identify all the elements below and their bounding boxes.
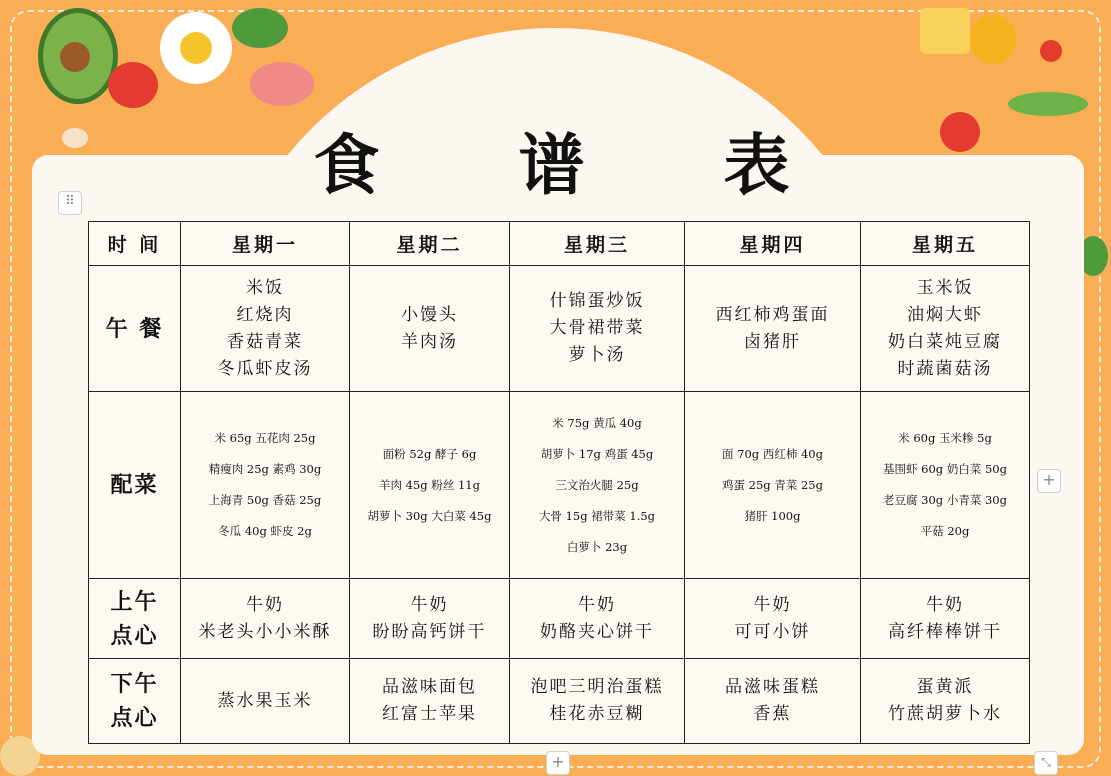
ingredient-line: 老豆腐 30g 小青菜 30g — [883, 493, 1007, 507]
ingredient-line: 白萝卜 23g — [566, 539, 628, 554]
menu-item: 油焖大虾 — [907, 304, 983, 325]
menu-item: 卤猪肝 — [744, 331, 801, 352]
header-tuesday: 星期二 — [350, 222, 510, 266]
title-char-3: 表 — [723, 126, 798, 204]
pepper-decoration — [970, 14, 1016, 64]
table-row-afternoon-snack — [89, 659, 1030, 744]
menu-item: 可可小饼 — [734, 621, 811, 642]
row-label-line: 点心 — [110, 705, 159, 731]
cheese-decoration — [920, 8, 970, 54]
row-label-lunch — [89, 266, 181, 392]
menu-item: 奶白菜炖豆腐 — [888, 331, 1002, 352]
menu-item: 红烧肉 — [236, 304, 294, 325]
row-label-line: 点心 — [110, 622, 159, 649]
menu-item: 香蕉 — [753, 704, 792, 724]
cell-ingredients-friday — [861, 392, 1030, 579]
menu-item: 竹蔗胡萝卜水 — [888, 704, 1002, 724]
header-wednesday: 星期三 — [510, 222, 685, 266]
cell-lunch-thursday — [685, 266, 861, 392]
ingredient-line: 平菇 20g — [920, 524, 970, 538]
ingredient-line: 胡萝卜 17g 鸡蛋 45g — [540, 446, 654, 461]
cell-ingredients-thursday — [685, 392, 861, 579]
cell-afternoon-snack-wednesday — [510, 659, 685, 744]
title-char-1: 食 — [313, 126, 388, 204]
menu-item: 蒸水果玉米 — [217, 690, 313, 711]
table-header-row — [89, 222, 1030, 266]
header-monday: 星期一 — [181, 222, 350, 266]
avocado-pit-decoration — [60, 42, 90, 72]
cell-afternoon-snack-thursday — [685, 659, 861, 744]
cell-lunch-wednesday — [510, 266, 685, 392]
menu-item: 品滋味面包 — [382, 677, 477, 697]
row-label-line: 配菜 — [110, 472, 159, 498]
table-row-ingredients — [89, 392, 1030, 579]
menu-item: 高纤棒棒饼干 — [888, 621, 1002, 642]
cherry-decoration — [1040, 40, 1062, 62]
cell-afternoon-snack-tuesday — [350, 659, 510, 744]
cell-morning-snack-monday — [181, 579, 350, 659]
row-label-morning-snack — [89, 579, 181, 659]
row-label-line: 上午 — [110, 588, 159, 615]
ingredient-line: 三文治火腿 25g — [555, 477, 639, 492]
page-title — [0, 112, 1111, 207]
cell-lunch-monday — [181, 266, 350, 392]
menu-item: 小馒头 — [401, 304, 458, 325]
menu-item: 泡吧三明治蛋糕 — [530, 677, 664, 697]
cell-lunch-tuesday — [350, 266, 510, 392]
ingredient-line: 基围虾 60g 奶白菜 50g — [883, 462, 1007, 476]
menu-table — [88, 221, 1030, 744]
table-row-lunch — [89, 266, 1030, 392]
row-label-afternoon-snack — [89, 659, 181, 744]
menu-item: 牛奶 — [926, 594, 964, 615]
cell-ingredients-tuesday — [350, 392, 510, 579]
ingredient-line: 面 70g 西红柿 40g — [722, 446, 823, 461]
ingredient-line: 面粉 52g 酵子 6g — [382, 446, 477, 461]
menu-item: 牛奶 — [410, 594, 449, 615]
onion-decoration — [250, 62, 314, 106]
row-label-line: 午 餐 — [105, 315, 164, 342]
menu-item: 品滋味蛋糕 — [725, 677, 820, 697]
egg-yolk-decoration — [180, 32, 212, 64]
menu-item: 米饭 — [246, 277, 284, 298]
resize-handle-icon[interactable]: ⤡ — [1034, 751, 1058, 775]
broccoli-decoration — [232, 8, 288, 48]
menu-item: 牛奶 — [753, 594, 792, 615]
ingredient-line: 冬瓜 40g 虾皮 2g — [218, 524, 312, 538]
ingredient-line: 米 60g 玉米糁 5g — [898, 431, 992, 445]
menu-item: 萝卜汤 — [568, 345, 626, 365]
add-column-button[interactable]: + — [1037, 469, 1061, 493]
table-row-morning-snack — [89, 579, 1030, 659]
cell-ingredients-wednesday — [510, 392, 685, 579]
menu-item: 盼盼高钙饼干 — [372, 621, 487, 642]
cell-afternoon-snack-friday — [861, 659, 1030, 744]
menu-item: 时蔬菌菇汤 — [897, 358, 993, 379]
cell-afternoon-snack-monday — [181, 659, 350, 744]
menu-item: 蛋黄派 — [916, 677, 974, 697]
row-label-ingredients — [89, 392, 181, 579]
menu-item: 牛奶 — [246, 594, 284, 615]
row-label-line: 下午 — [110, 671, 159, 697]
menu-item: 香菇青菜 — [227, 331, 303, 352]
cell-morning-snack-wednesday — [510, 579, 685, 659]
menu-item: 米老头小小米酥 — [198, 621, 332, 642]
menu-item: 奶酪夹心饼干 — [540, 621, 654, 642]
ingredient-line: 羊肉 45g 粉丝 11g — [379, 477, 480, 492]
ingredient-line: 米 75g 黄瓜 40g — [552, 415, 642, 430]
title-char-2: 谱 — [518, 126, 593, 204]
menu-item: 冬瓜虾皮汤 — [217, 358, 313, 379]
ingredient-line: 猪肝 100g — [744, 508, 801, 523]
menu-item: 玉米饭 — [916, 277, 974, 298]
ingredient-line: 米 65g 五花肉 25g — [214, 431, 316, 445]
menu-item: 红富士苹果 — [382, 704, 477, 724]
cell-ingredients-monday — [181, 392, 350, 579]
cell-morning-snack-thursday — [685, 579, 861, 659]
header-friday: 星期五 — [861, 222, 1030, 266]
menu-item: 什锦蛋炒饭 — [549, 291, 645, 311]
ingredient-line: 胡萝卜 30g 大白菜 45g — [367, 508, 492, 523]
menu-item: 桂花赤豆糊 — [549, 704, 645, 724]
cell-lunch-friday — [861, 266, 1030, 392]
cell-morning-snack-tuesday — [350, 579, 510, 659]
menu-item: 大骨裙带菜 — [549, 318, 645, 338]
tomato-decoration — [108, 62, 158, 108]
menu-item: 西红柿鸡蛋面 — [715, 304, 830, 325]
drag-handle-icon[interactable]: ⠿ — [58, 191, 82, 215]
menu-item: 羊肉汤 — [401, 331, 458, 352]
header-time: 时 间 — [89, 222, 181, 266]
ingredient-line: 大骨 15g 裙带菜 1.5g — [538, 508, 656, 523]
menu-item: 牛奶 — [578, 594, 616, 615]
ingredient-line: 鸡蛋 25g 青菜 25g — [722, 477, 823, 492]
cell-morning-snack-friday — [861, 579, 1030, 659]
header-thursday: 星期四 — [685, 222, 861, 266]
ingredient-line: 上海青 50g 香菇 25g — [208, 493, 322, 507]
add-row-button[interactable]: + — [546, 751, 570, 775]
ingredient-line: 精瘦肉 25g 素鸡 30g — [208, 462, 322, 476]
